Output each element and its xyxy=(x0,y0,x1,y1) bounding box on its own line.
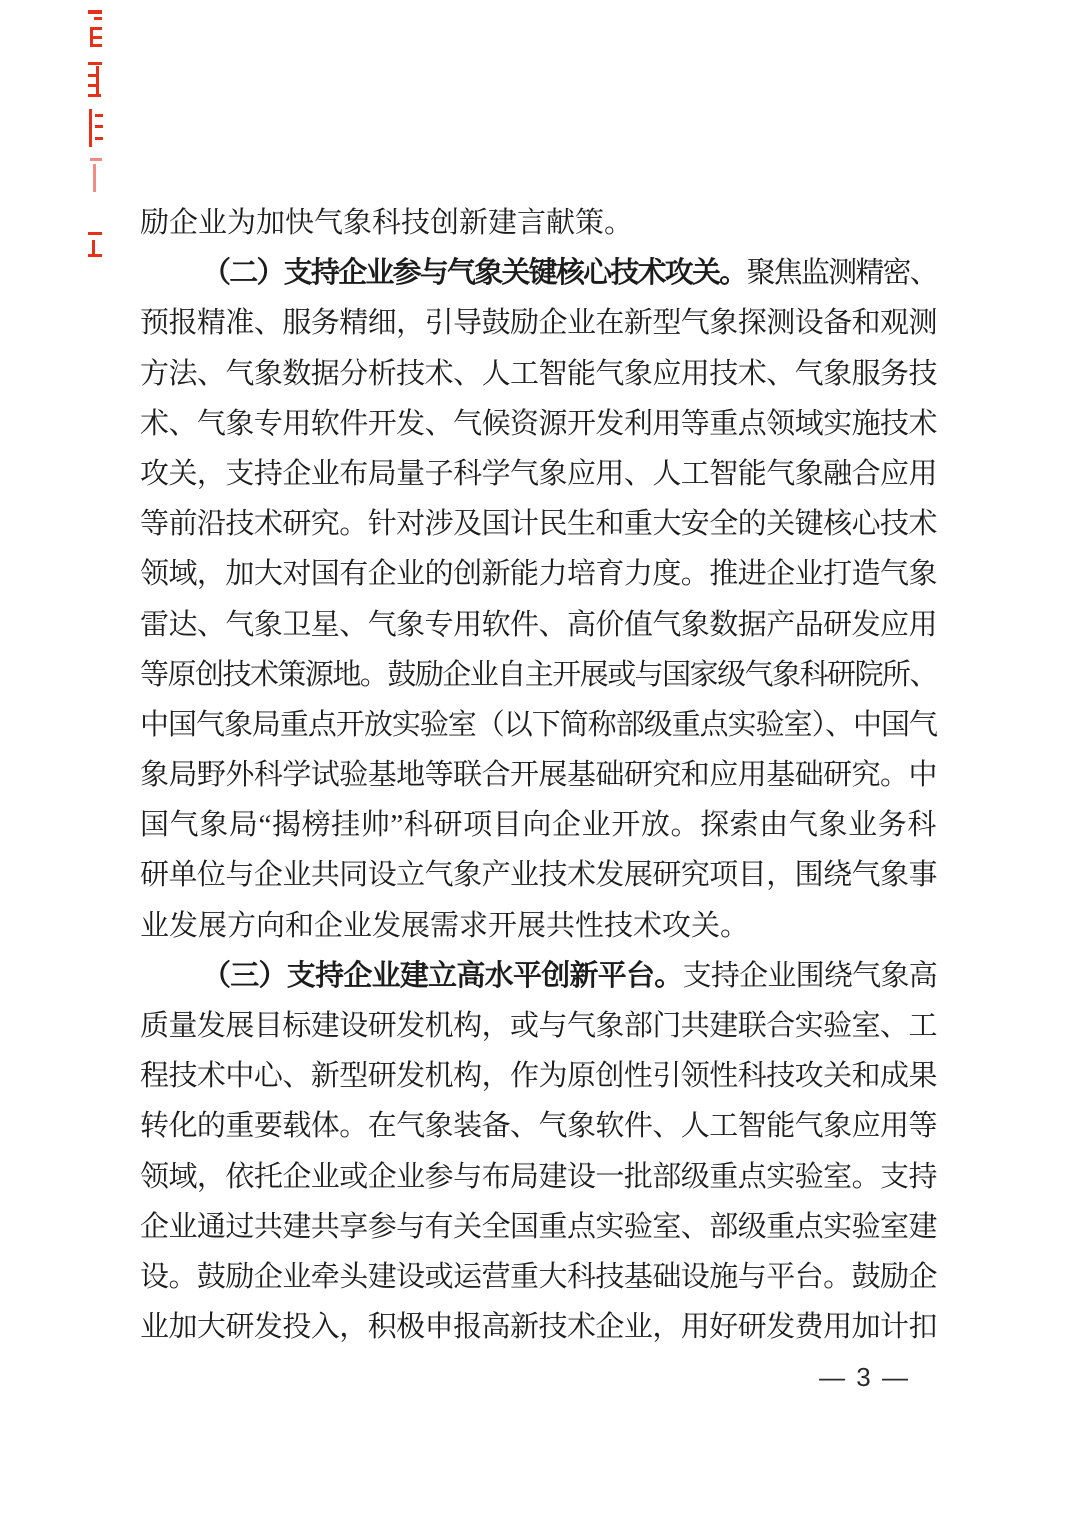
text-line xyxy=(140,549,937,599)
line-text: 预报精准、服务精细，引导鼓励企业在新型气象探测设备和观测 xyxy=(140,307,937,340)
line-text: 等前沿技术研究。针对涉及国计民生和重大安全的关键核心技术 xyxy=(140,508,937,541)
text-line xyxy=(140,850,937,900)
line-text: 攻关，支持企业布局量子科学气象应用、人工智能气象融合应用 xyxy=(140,457,937,490)
line-text: 程技术中心、新型研发机构，作为原创性引领性科技攻关和成果 xyxy=(140,1060,937,1093)
text-line xyxy=(140,248,937,298)
bold-heading-text: （二）支持企业参与气象关键核心技术攻关。 xyxy=(202,257,747,290)
line-text: 研单位与企业共同设立气象产业技术发展研究项目，围绕气象事 xyxy=(140,859,937,892)
line-text: 业加大研发投入，积极申报高新技术企业，用好研发费用加计扣 xyxy=(140,1311,937,1344)
text-line xyxy=(140,951,937,1001)
text-line xyxy=(140,1252,937,1302)
line-text: 励企业为加快气象科技创新建言献策。 xyxy=(140,207,634,239)
text-line xyxy=(140,298,937,348)
bold-heading-text: （三）支持企业建立高水平创新平台。 xyxy=(202,959,683,992)
text-line xyxy=(140,449,937,499)
text-line xyxy=(140,499,937,549)
text-line xyxy=(140,700,937,750)
text-line xyxy=(140,600,937,650)
red-edge-marks xyxy=(84,4,106,259)
line-text: 设。鼓励企业牵头建设或运营重大科技基础设施与平台。鼓励企 xyxy=(140,1260,937,1293)
text-line xyxy=(140,750,937,800)
text-line xyxy=(140,198,937,248)
line-text: 企业通过共建共享参与有关全国重点实验室、部级重点实验室建 xyxy=(140,1210,937,1243)
line-text: 等原创技术策源地。鼓励企业自主开展或与国家级气象科研院所、 xyxy=(140,658,937,691)
text-line xyxy=(140,399,937,449)
line-text: 支持企业围绕气象高 xyxy=(682,959,937,992)
text-line xyxy=(140,901,937,951)
text-line xyxy=(140,1302,937,1352)
line-text: 国气象局“揭榜挂帅”科研项目向企业开放。探索由气象业务科 xyxy=(140,809,937,842)
line-text: 领域，依托企业或企业参与布局建设一批部级重点实验室。支持 xyxy=(140,1160,937,1193)
document-body xyxy=(140,198,937,1352)
line-text: 术、气象专用软件开发、气候资源开发利用等重点领域实施技术 xyxy=(140,407,937,440)
text-line xyxy=(140,1051,937,1101)
line-text: 中国气象局重点开放实验室（以下简称部级重点实验室）、中国气 xyxy=(140,708,937,741)
line-text: 象局野外科学试验基地等联合开展基础研究和应用基础研究。中 xyxy=(140,759,937,792)
line-text: 方法、气象数据分析技术、人工智能气象应用技术、气象服务技 xyxy=(140,357,937,390)
text-line xyxy=(140,1001,937,1051)
line-text: 聚焦监测精密、 xyxy=(746,257,937,290)
line-text: 雷达、气象卫星、气象专用软件、高价值气象数据产品研发应用 xyxy=(140,608,937,641)
text-line xyxy=(140,1152,937,1202)
text-line xyxy=(140,1101,937,1151)
line-text: 业发展方向和企业发展需求开展共性技术攻关。 xyxy=(140,909,750,942)
line-text: 领域，加大对国有企业的创新能力培育力度。推进企业打造气象 xyxy=(140,558,937,591)
text-line xyxy=(140,1202,937,1252)
text-line xyxy=(140,349,937,399)
text-line xyxy=(140,650,937,700)
line-text: 质量发展目标建设研发机构，或与气象部门共建联合实验室、工 xyxy=(140,1010,937,1042)
text-line xyxy=(140,800,937,850)
page-number: — 3 — xyxy=(819,1362,910,1392)
line-text: 转化的重要载体。在气象装备、气象软件、人工智能气象应用等 xyxy=(140,1110,937,1143)
